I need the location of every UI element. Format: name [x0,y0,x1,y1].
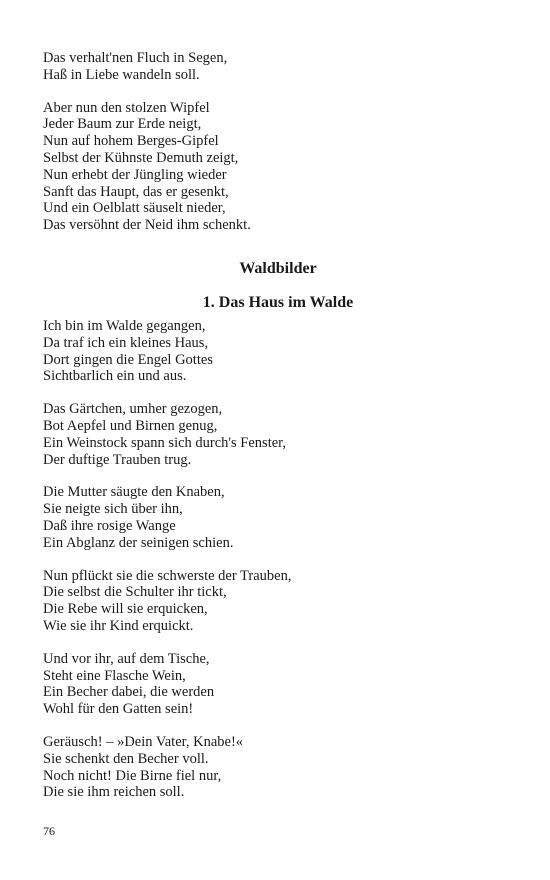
verse-line: Die sie ihm reichen soll. [43,784,185,801]
stanza [43,401,513,468]
verse-line: Sichtbarlich ein und aus. [43,368,187,385]
verse-line: Ein Weinstock spann sich durch's Fenster, [43,434,287,451]
verse-line: Wie sie ihr Kind erquickt. [43,617,194,634]
verse-line: Das verhalt'nen Fluch in Segen, [43,50,228,66]
verse-line: Aber nun den stolzen Wipfel [43,99,210,116]
verse-line: Ich bin im Walde gegangen, [43,317,206,334]
verse-line: Wohl für den Gatten sein! [43,701,194,718]
stanza [43,50,513,84]
page-body [43,50,513,817]
verse-line: Sie schenkt den Becher voll. [43,750,209,767]
verse-line: Ein Becher dabei, die werden [43,684,215,701]
stanza [43,651,513,718]
verse-line: Nun auf hohem Berges-Gipfel [43,133,219,150]
verse-line: Die Mutter säugte den Knaben, [43,484,225,501]
verse-line: Sanft das Haupt, das er gesenkt, [43,183,229,200]
verse-line: Da traf ich ein kleines Haus, [43,334,209,351]
verse-line: Das Gärtchen, umher gezogen, [43,401,223,418]
verse-line: Steht eine Flasche Wein, [43,667,186,684]
verse-line: Bot Aepfel und Birnen genug, [43,417,218,434]
verse-line: Die Rebe will sie erquicken, [43,601,208,618]
section-title: Waldbilder [239,259,317,277]
verse-line: Sie neigte sich über ihn, [43,501,183,518]
stanza [43,100,513,234]
poem-body [43,318,513,801]
stanza [43,734,513,801]
poem-title: 1. Das Haus im Walde [202,293,354,311]
previous-poem-continuation [43,50,513,234]
verse-line: Und vor ihr, auf dem Tische, [43,650,210,667]
verse-line: Die selbst die Schulter ihr tickt, [43,584,227,601]
verse-line: Ein Abglanz der seinigen schien. [43,534,234,551]
verse-line: Das versöhnt der Neid ihm schenkt. [43,217,251,234]
verse-line: Noch nicht! Die Birne fiel nur, [43,767,222,784]
verse-line: Dort gingen die Engel Gottes [43,351,213,368]
verse-line: Geräusch! – »Dein Vater, Knabe!« [43,733,244,750]
verse-line: Nun erhebt der Jüngling wieder [43,166,227,183]
verse-line: Und ein Oelblatt säuselt nieder, [43,200,226,217]
verse-line: Selbst der Kühnste Demuth zeigt, [43,149,239,166]
stanza [43,568,513,635]
page-number: 76 [43,824,55,838]
stanza [43,318,513,385]
verse-line: Jeder Baum zur Erde neigt, [43,116,202,133]
verse-line: Haß in Liebe wandeln soll. [43,66,200,83]
verse-line: Der duftige Trauben trug. [43,451,192,468]
verse-line: Nun pflückt sie die schwerste der Trauben, [43,567,292,584]
verse-line: Daß ihre rosige Wange [43,517,176,534]
stanza [43,484,513,551]
